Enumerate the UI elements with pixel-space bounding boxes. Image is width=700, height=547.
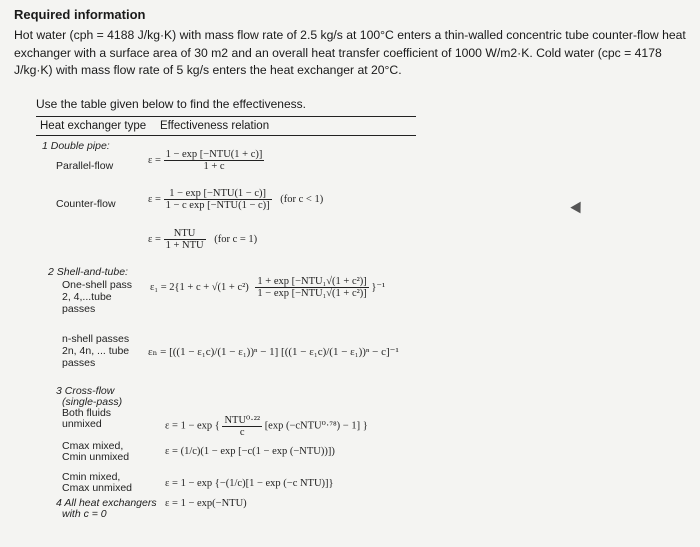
eq-ntu-cond: (for c = 1) bbox=[214, 233, 258, 245]
label-cmin-mixed-l2: Cmax unmixed bbox=[62, 482, 133, 494]
eq-both-unmixed: ε = 1 − exp { $\frac{\text{NTU⁰·²²}}{c}$ [exp (−cNTU⁰·⁷⁸) − 1] } bbox=[165, 415, 368, 438]
section-all-exchangers-l1: 4 All heat exchangers bbox=[56, 497, 157, 509]
eq-counter-cond: (for c < 1) bbox=[280, 193, 324, 205]
eq-parallel-flow: ε = $\frac{\text{1 − exp [−NTU(1 + c)]}}{1 + c}$ bbox=[148, 149, 263, 172]
mouse-cursor-icon bbox=[570, 202, 585, 217]
section-shell-and-tube: 2 Shell-and-tube: bbox=[48, 266, 128, 278]
eq-both-lead: ε = 1 − exp bbox=[165, 420, 213, 432]
eq-counter-den: 1 − c exp [−NTU(1 − c)] bbox=[165, 200, 270, 211]
eq-all-exchangers: ε = 1 − exp(−NTU) bbox=[165, 498, 247, 509]
eq-shell-tail: }⁻¹ bbox=[371, 281, 386, 293]
eq-ntu-num: NTU bbox=[164, 228, 206, 240]
eq-parallel-den: 1 + c bbox=[203, 161, 225, 172]
section-cross-flow-l2: (single-pass) bbox=[62, 396, 123, 408]
eq-ntu-den: 1 + NTU bbox=[165, 240, 204, 251]
eq-both-den: c bbox=[239, 427, 245, 438]
eq-counter-num: 1 − exp [−NTU(1 − c)] bbox=[164, 188, 272, 200]
table-top-rule bbox=[36, 116, 416, 117]
eq-shell-num: 1 + exp [−NTU₁√(1 + c²)] bbox=[257, 276, 367, 287]
eq-one-shell bbox=[150, 276, 385, 299]
label-n-shell-l2: 2n, 4n, ... tube bbox=[62, 345, 130, 357]
eq-cmax-mixed: ε = (1/c)(1 − exp [−c(1 − exp (−NTU))]) bbox=[165, 446, 335, 457]
label-one-shell-l3: passes bbox=[62, 303, 96, 315]
label-counter-flow: Counter-flow bbox=[56, 198, 116, 210]
problem-statement: Hot water (cph = 4188 J/kg·K) with mass flow rate of 2.5 kg/s at 100°C enters a thin-walled concentric tube counter-flow heat exchanger with a surface area of 30 m2 and an overall heat transfer coefficient of 1000 W/m2·K. Cold water (cpc = 4178 J/kg·K) with mass flow rate of 5 kg/s enters the heat exchanger at 20°C. bbox=[14, 28, 686, 77]
label-both-unmixed-l2: unmixed bbox=[62, 418, 102, 430]
header-relation: Effectiveness relation bbox=[160, 120, 270, 132]
eq-n-shell: εₙ = [((1 − ε₁c)/(1 − ε₁))ⁿ − 1] [((1 − ε₁c)/(1 − ε₁))ⁿ − c]⁻¹ bbox=[148, 346, 399, 358]
section-double-pipe: 1 Double pipe: bbox=[42, 140, 110, 152]
eq-counter-flow: ε = $\frac{\text{1 − exp [−NTU(1 − c)]}}{\text{1 − c exp [−NTU(1 − c)]}}$ (for c < 1) bbox=[148, 188, 324, 211]
label-one-shell-l2: 2, 4,...tube bbox=[62, 291, 112, 303]
eq-both-tail: [exp (−cNTU⁰·⁷⁸) − 1] bbox=[264, 420, 361, 432]
section-cross-flow-l1: 3 Cross-flow bbox=[56, 385, 115, 397]
label-parallel-flow: Parallel-flow bbox=[56, 160, 114, 172]
label-one-shell-l1: One-shell pass bbox=[62, 279, 133, 291]
header-type: Heat exchanger type bbox=[40, 120, 147, 132]
label-n-shell-l3: passes bbox=[62, 357, 96, 369]
label-cmin-mixed-l1: Cmin mixed, bbox=[62, 471, 121, 483]
table-header-rule bbox=[36, 135, 416, 136]
instruction: Use the table given below to find the effectiveness. bbox=[36, 97, 306, 111]
label-n-shell-l1: n-shell passes bbox=[62, 333, 130, 345]
eq-both-num: NTU⁰·²² bbox=[224, 415, 261, 426]
eq-cmin-mixed: ε = 1 − exp {−(1/c)[1 − exp (−c NTU)]} bbox=[165, 478, 334, 489]
label-both-unmixed-l1: Both fluids bbox=[62, 407, 112, 419]
heading: Required information bbox=[14, 7, 146, 22]
section-all-exchangers-l2: with c = 0 bbox=[62, 508, 107, 520]
eq-shell-den: 1 − exp [−NTU₁√(1 + c²)] bbox=[257, 288, 367, 299]
label-cmax-mixed-l2: Cmin unmixed bbox=[62, 451, 130, 463]
eq-shell-lead: ε₁ = 2{1 + c + √(1 + c²) bbox=[150, 281, 249, 293]
eq-ntu-balanced: ε = $\frac{\text{NTU}}{\text{1 + NTU}}$ (for c = 1) bbox=[148, 228, 258, 251]
label-cmax-mixed-l1: Cmax mixed, bbox=[62, 440, 124, 452]
eq-parallel-num: 1 − exp [−NTU(1 + c)] bbox=[165, 149, 263, 160]
